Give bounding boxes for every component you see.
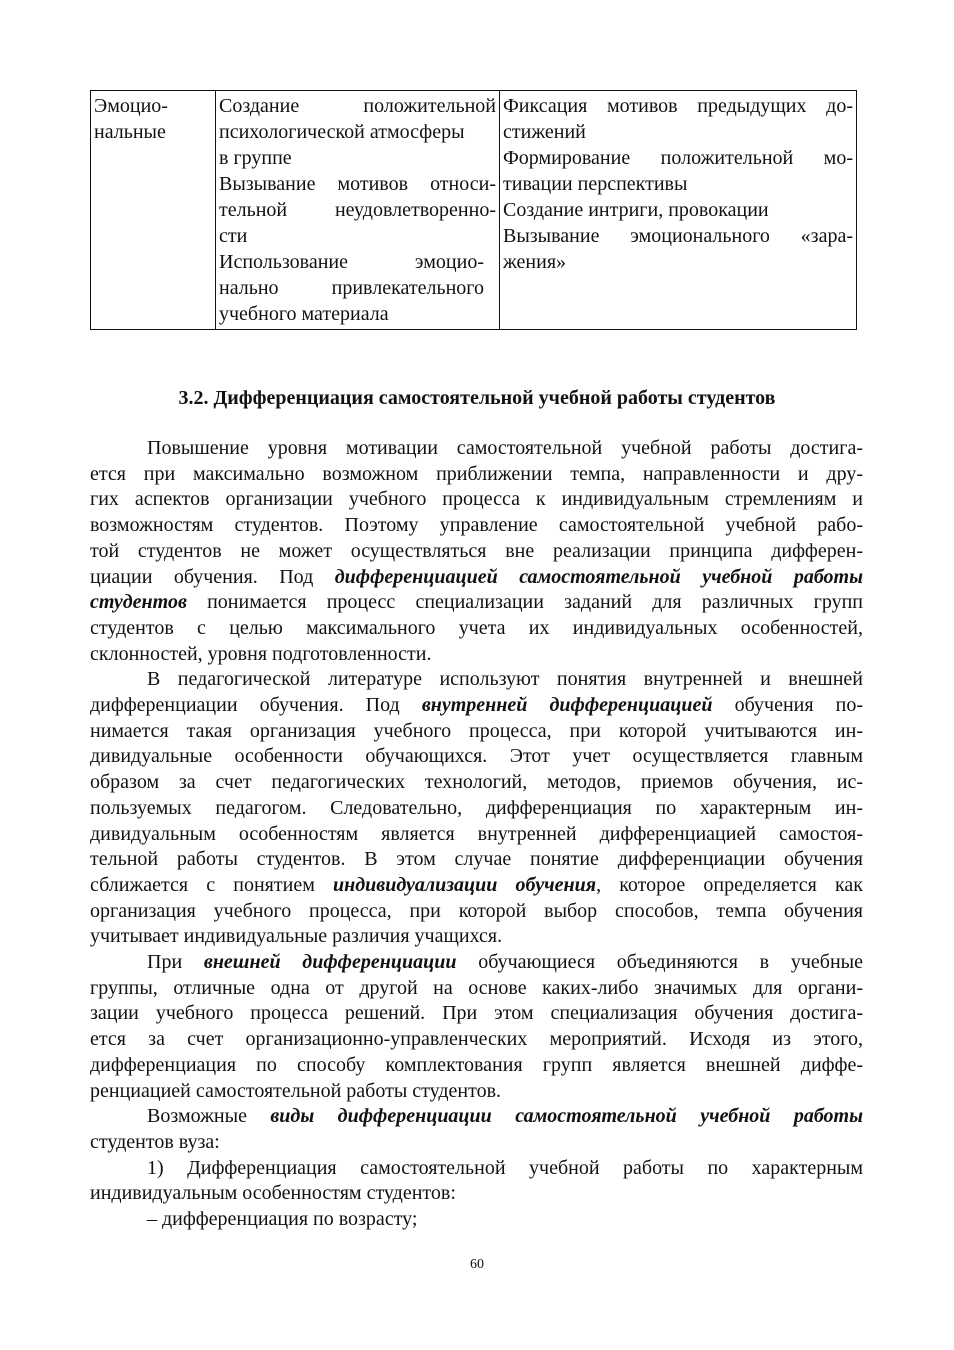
paragraph-line: организация учебного процесса, при которой выбор способов, темпа обучения xyxy=(90,899,863,922)
cell-text: тивации перспективы xyxy=(503,173,688,195)
paragraph-line xyxy=(90,590,863,616)
term-emphasis: индивидуализации обучения xyxy=(333,873,597,896)
paragraph-line: дивидуальные особенности обучающихся. Этот учет осуществляется главным xyxy=(90,745,863,768)
paragraph-line: возможностям студентов. Поэтому управление самостоятельной учебной рабо- xyxy=(90,514,863,537)
cell-text: Фиксация мотивов предыдущих до- xyxy=(503,95,853,117)
text-run: обучения по- xyxy=(712,694,864,717)
paragraph-line xyxy=(90,693,863,719)
paragraph-line: ется за счет организационно-управленческих мероприятий. Исходя из этого, xyxy=(90,1028,863,1051)
list-item: – дифференциация по возрасту; xyxy=(147,1208,418,1231)
cell-text: нально привлекательного xyxy=(219,277,484,299)
text-run: понимается процесс специализации заданий для различных групп xyxy=(186,591,863,614)
text-run: , которое определяется как xyxy=(596,873,864,896)
text-run: дифференциации обучения. Под xyxy=(90,694,422,717)
cell-text: Формирование положительной мо- xyxy=(503,147,853,169)
paragraph-line xyxy=(90,565,863,591)
term-emphasis: виды дифференциации самостоятельной учебной работы xyxy=(270,1105,863,1128)
paragraph-line: студентов с целью максимального учета их индивидуальных особенностей, xyxy=(90,616,863,639)
cell-text: психологической атмосферы xyxy=(219,121,465,143)
cell-text: нальные xyxy=(94,121,166,143)
paragraph-line: пользуемых педагогом. Следовательно, дифференциация по характерным ин- xyxy=(90,796,863,819)
table-cell-techniques xyxy=(500,91,857,330)
paragraph-line: группы, отличные одна от другой на основе каких-либо значимых для органи- xyxy=(90,976,863,999)
paragraph-line: образом за счет педагогических технологий, методов, приемов обучения, ис- xyxy=(90,771,863,794)
paragraph-line: учитывает индивидуальные различия учащихся. xyxy=(90,925,503,948)
cell-text: жения» xyxy=(503,251,567,273)
term-emphasis: внешней дифференциации xyxy=(203,951,457,974)
paragraph-line: Повышение уровня мотивации самостоятельной учебной работы достига- xyxy=(147,437,863,459)
cell-text: Вызывание мотивов относи- xyxy=(219,173,496,195)
cell-text: учебного материала xyxy=(219,303,389,325)
paragraph-line: склонностей, уровня подготовленности. xyxy=(90,642,432,665)
cell-text: Создание интриги, провокации xyxy=(503,199,769,221)
text-run: Возможные xyxy=(147,1105,271,1128)
paragraph-line xyxy=(90,1104,863,1130)
paragraph-line: гих аспектов организации учебного процесса к индивидуальным стремлениям и xyxy=(90,488,863,511)
paragraph-line: ется при максимально возможном приближении темпа, направленности и дру- xyxy=(90,462,863,485)
paragraph-line: дивидуальным особенностям является внутренней дифференциацией самостоя- xyxy=(90,822,863,845)
paragraph-line xyxy=(90,873,863,899)
section-heading: 3.2. Дифференциация самостоятельной учебной работы студентов xyxy=(178,387,776,409)
paragraph-line: студентов вуза: xyxy=(90,1130,220,1153)
cell-text: стижений xyxy=(503,121,586,143)
term-emphasis: внутренней дифференциацией xyxy=(421,694,713,717)
page-number: 60 xyxy=(470,1257,484,1272)
text-run: обучающиеся объединяются в учебные xyxy=(456,951,863,974)
table-cell-category xyxy=(91,91,216,330)
list-item: индивидуальным особенностям студентов: xyxy=(90,1182,456,1205)
text-run: При xyxy=(147,951,204,974)
paragraph-line: тельной работы студентов. В этом случае понятие дифференциации обучения xyxy=(90,848,863,871)
motivation-table xyxy=(90,90,857,330)
table-cell-methods xyxy=(216,91,500,330)
term-emphasis: студентов xyxy=(90,591,187,614)
text-run: циации обучения. Под xyxy=(90,565,335,588)
paragraph-line: дифференциация по способу комплектования групп является внешней диффе- xyxy=(90,1053,863,1076)
paragraph-line: зации учебного процесса решений. При этом специализация обучения достига- xyxy=(90,1002,863,1025)
cell-text: Вызывание эмоционального «зара- xyxy=(503,225,853,247)
list-item: 1) Дифференциация самостоятельной учебной работы по характерным xyxy=(147,1156,863,1179)
cell-text: в группе xyxy=(219,147,292,169)
term-emphasis: дифференциацией самостоятельной учебной работы xyxy=(334,565,863,588)
paragraph-line: той студентов не может осуществляться вне реализации принципа дифферен- xyxy=(90,539,863,562)
body-text xyxy=(90,436,863,1233)
table-row xyxy=(91,91,857,330)
text-run: сближается с понятием xyxy=(90,873,333,896)
cell-text: Использование эмоцио- xyxy=(219,251,484,273)
cell-text: Эмоцио- xyxy=(94,95,168,117)
cell-text: сти xyxy=(219,225,248,247)
paragraph-line: нимается такая организация учебного процесса, при которой учитываются ин- xyxy=(90,719,863,742)
paragraph-line xyxy=(90,950,863,976)
cell-text: Создание положительной xyxy=(219,95,496,117)
cell-text: тельной неудовлетворенно- xyxy=(219,199,496,221)
paragraph-line: ренциацией самостоятельной работы студентов. xyxy=(90,1079,502,1102)
paragraph-line: В педагогической литературе используют понятия внутренней и внешней xyxy=(147,668,863,691)
